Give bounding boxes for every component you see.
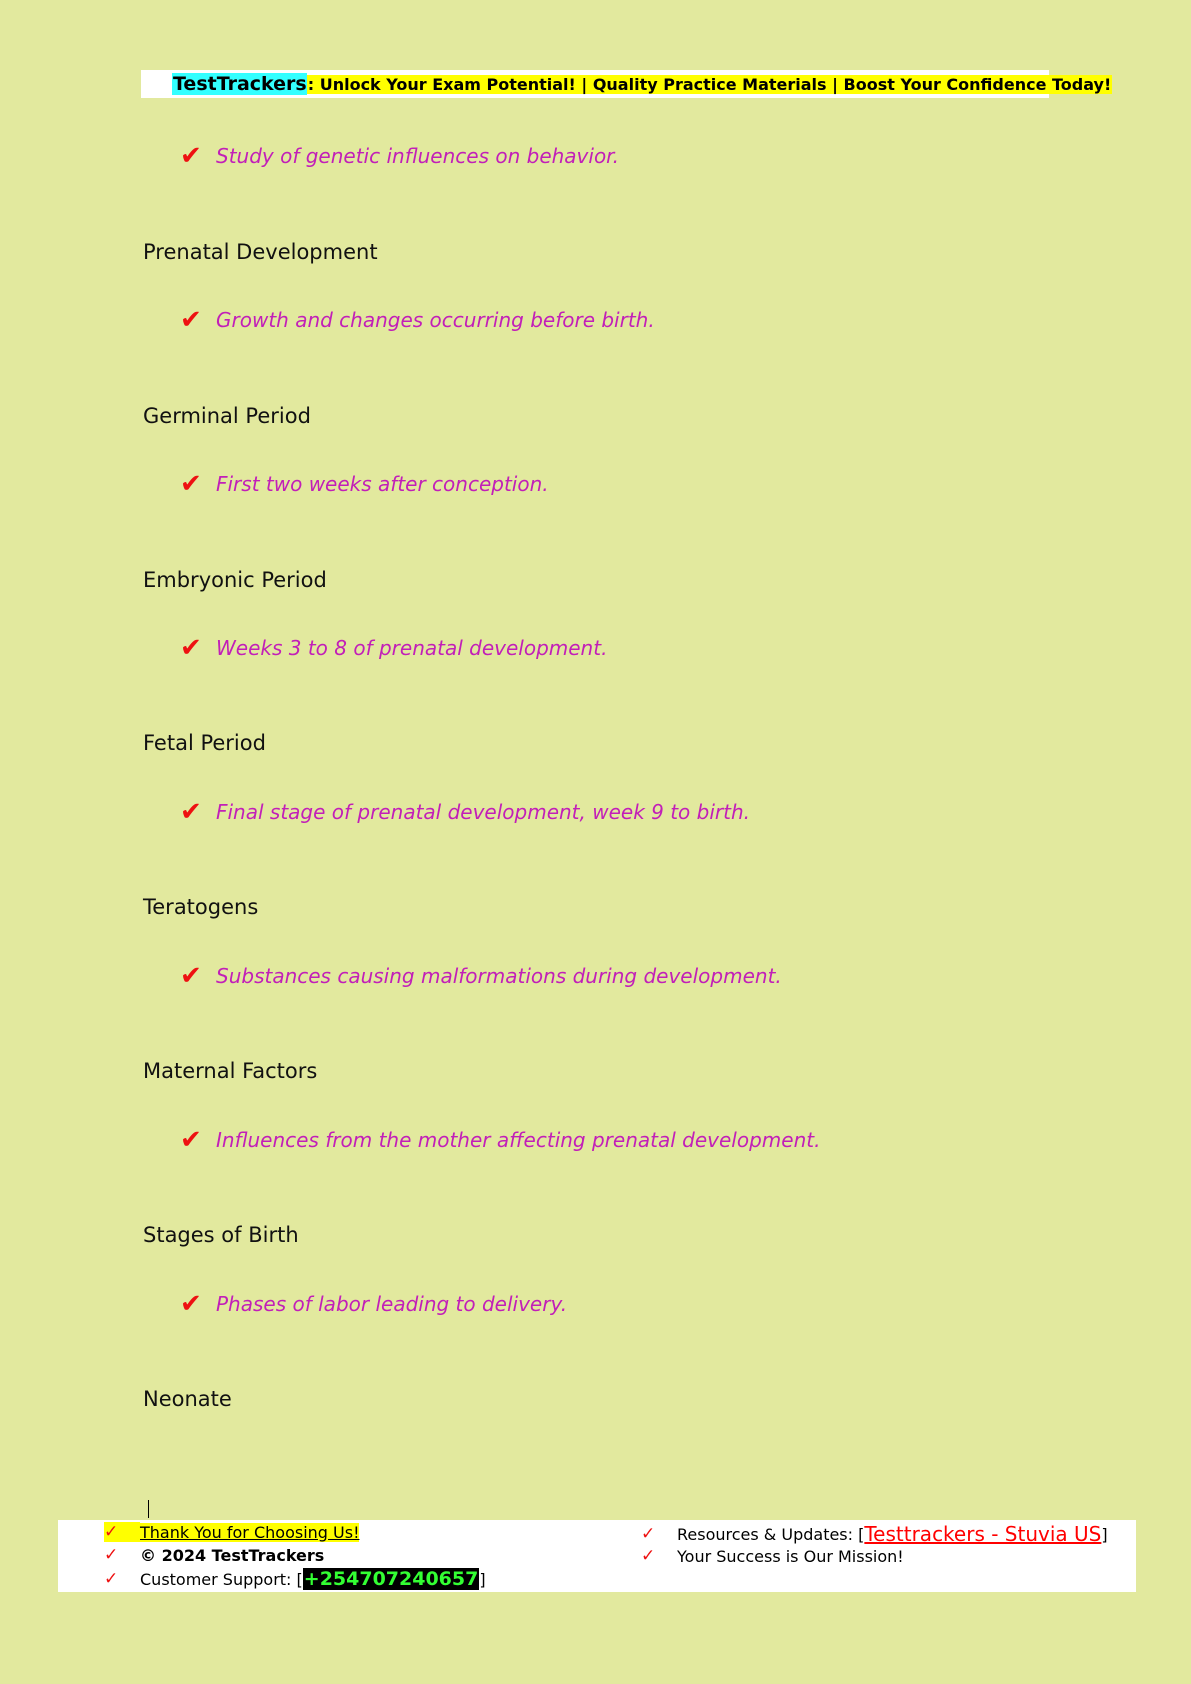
term-heading: Neonate bbox=[143, 1387, 232, 1411]
brand-name: TestTrackers bbox=[173, 73, 307, 95]
term-heading: Germinal Period bbox=[143, 404, 311, 428]
definition-text: Phases of labor leading to delivery. bbox=[216, 1292, 568, 1316]
footer-thanks: Thank You for Choosing Us! bbox=[140, 1522, 360, 1542]
footer-support-row bbox=[104, 1568, 486, 1590]
definition-row bbox=[180, 1291, 567, 1317]
definition-row bbox=[180, 143, 619, 169]
support-label: Customer Support: [ bbox=[140, 1569, 303, 1589]
footer-resources-row bbox=[641, 1522, 1108, 1546]
footer-mission-row bbox=[641, 1546, 904, 1566]
checkmark-icon: ✓ bbox=[641, 1524, 656, 1544]
term-heading: Stages of Birth bbox=[143, 1223, 299, 1247]
support-phone[interactable]: +254707240657 bbox=[303, 1568, 479, 1590]
support-close: ] bbox=[479, 1569, 486, 1589]
checkmark-icon: ✔ bbox=[180, 141, 202, 171]
checkmark-icon: ✔ bbox=[180, 633, 202, 663]
definition-text: Study of genetic influences on behavior. bbox=[216, 144, 619, 168]
term-heading: Prenatal Development bbox=[143, 240, 378, 264]
checkmark-icon: ✓ bbox=[104, 1569, 119, 1589]
definition-text: Substances causing malformations during development. bbox=[216, 964, 782, 988]
header-tagline: : Unlock Your Exam Potential! | Quality Practice Materials | Boost Your Confidence Today! bbox=[307, 74, 1112, 94]
definition-row bbox=[180, 307, 655, 333]
checkmark-icon: ✔ bbox=[180, 1125, 202, 1155]
definition-row bbox=[180, 635, 607, 661]
term-heading: Embryonic Period bbox=[143, 568, 327, 592]
term-heading: Teratogens bbox=[143, 895, 259, 919]
resources-close: ] bbox=[1101, 1524, 1108, 1544]
definition-row bbox=[180, 1127, 820, 1153]
checkmark-icon: ✓ bbox=[104, 1522, 140, 1542]
checkmark-icon: ✔ bbox=[180, 305, 202, 335]
definition-text: Final stage of prenatal development, week 9 to birth. bbox=[216, 800, 751, 824]
definition-row bbox=[180, 471, 549, 497]
checkmark-icon: ✔ bbox=[180, 1289, 202, 1319]
term-heading: Fetal Period bbox=[143, 731, 266, 755]
resources-link[interactable]: Testtrackers - Stuvia US bbox=[864, 1522, 1102, 1546]
footer-copyright-row bbox=[104, 1545, 324, 1565]
definition-text: Influences from the mother affecting prenatal development. bbox=[216, 1128, 821, 1152]
checkmark-icon: ✓ bbox=[641, 1546, 656, 1566]
checkmark-icon: ✔ bbox=[180, 797, 202, 827]
term-heading: Maternal Factors bbox=[143, 1059, 318, 1083]
footer-thanks-row bbox=[104, 1522, 359, 1542]
checkmark-icon: ✔ bbox=[180, 961, 202, 991]
definition-row bbox=[180, 963, 782, 989]
header-banner bbox=[141, 70, 1112, 98]
definition-row bbox=[180, 799, 750, 825]
resources-label: Resources & Updates: [ bbox=[677, 1524, 865, 1544]
footer bbox=[58, 1520, 1136, 1592]
definition-text: Weeks 3 to 8 of prenatal development. bbox=[216, 636, 608, 660]
definition-text: First two weeks after conception. bbox=[216, 472, 549, 496]
checkmark-icon: ✓ bbox=[104, 1545, 119, 1565]
footer-mission: Your Success is Our Mission! bbox=[677, 1546, 904, 1566]
text-cursor bbox=[148, 1500, 149, 1518]
definition-text: Growth and changes occurring before birth. bbox=[216, 308, 655, 332]
checkmark-icon: ✔ bbox=[180, 469, 202, 499]
footer-copyright: © 2024 TestTrackers bbox=[140, 1545, 325, 1565]
